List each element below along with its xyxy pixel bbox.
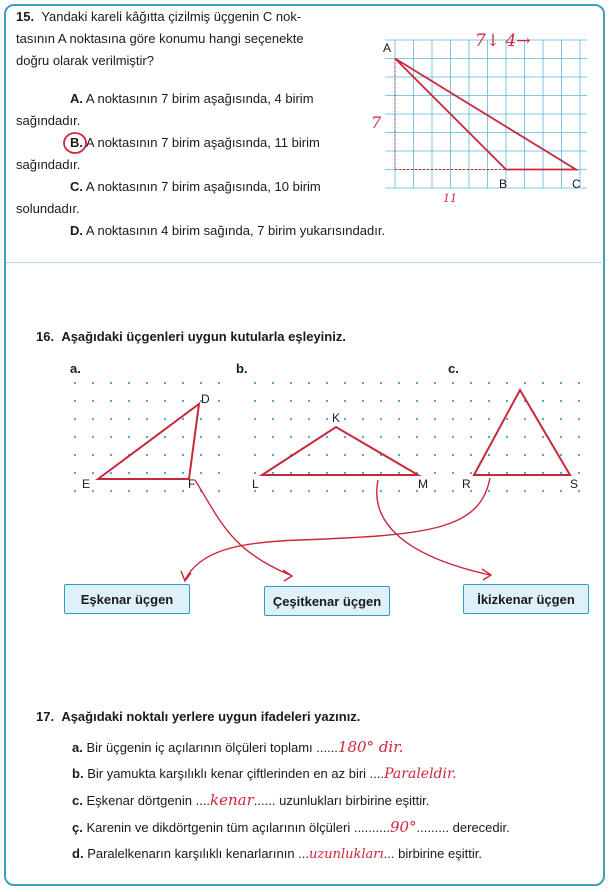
option-text: sağındadır. [16, 157, 81, 172]
item-letter: d. [72, 846, 84, 861]
item-text: Bir yamukta karşılıklı kenar çiftlerinden en az biri .... [87, 766, 385, 781]
vertex-label-f: F [188, 477, 196, 491]
handwritten-answer: uzunlukları [309, 847, 384, 862]
q16-stem-text: Aşağıdaki üçgenleri uygun kutularla eşleyiniz. [61, 329, 346, 344]
match-arrow-b [377, 480, 490, 575]
vertex-label-d: D [201, 392, 210, 406]
q15-stem-line: tasının A noktasına göre konumu hangi seçenekte [16, 31, 304, 46]
q16-stem [36, 326, 346, 348]
q16-figures [0, 370, 611, 610]
item-text: ......... derecedir. [416, 820, 510, 835]
item-letter: b. [72, 766, 84, 781]
q15-stem-line: Yandaki kareli kâğıtta çizilmiş üçgenin C nok- [41, 9, 302, 24]
q17-stem [36, 706, 360, 728]
fill-item-a[interactable] [72, 734, 592, 761]
vertex-label-m: M [418, 477, 428, 491]
q15-option-c[interactable] [16, 176, 366, 220]
item-text: ... birbirine eşittir. [383, 846, 482, 861]
vertex-label-e: E [82, 477, 91, 491]
vertex-label-b: B [499, 177, 508, 191]
vertex-label-k: K [332, 411, 341, 425]
dot-grid-c [450, 382, 590, 494]
part-label-b: b. [236, 361, 248, 376]
item-text: Bir üçgenin iç açılarının ölçüleri toplamı ...... [86, 740, 338, 755]
dot-grid-b [240, 382, 440, 494]
box-cesitkenar[interactable]: Çeşitkenar üçgen [264, 586, 390, 616]
box-ikizkenar[interactable]: İkizkenar üçgen [463, 584, 589, 614]
q17-items [72, 734, 592, 868]
option-text: A noktasının 7 birim aşağısında, 11 birim [85, 135, 320, 150]
handwritten-answer: kenar [210, 791, 254, 809]
q15-option-b[interactable] [16, 132, 366, 176]
item-letter: ç. [72, 820, 83, 835]
option-text: A noktasının 4 birim sağında, 7 birim yukarısındadır. [85, 223, 386, 238]
box-eskenar[interactable]: Eşkenar üçgen [64, 584, 190, 614]
fill-item-b[interactable] [72, 761, 592, 787]
match-arrow-a [195, 480, 290, 575]
q15-stem [16, 6, 366, 72]
vertex-label-l: L [252, 477, 259, 491]
hand-note-left: 7 [371, 113, 382, 132]
q17-number: 17. [36, 709, 55, 724]
q15-option-a[interactable] [16, 88, 366, 132]
handwritten-answer: 90° [389, 818, 417, 836]
vertex-label-s: S [570, 477, 579, 491]
q15-option-d[interactable] [16, 220, 386, 242]
item-letter: a. [72, 740, 83, 755]
q15-options [16, 88, 386, 242]
vertex-label-r: R [462, 477, 471, 491]
vertex-label-c: C [572, 177, 581, 191]
item-text: Paralelkenarın karşılıklı kenarlarının ... [87, 846, 310, 861]
item-text: Karenin ve dikdörtgenin tüm açılarının ölçüleri .......... [86, 820, 390, 835]
hand-note-bottom: 11 [443, 192, 457, 205]
option-text: A noktasının 7 birim aşağısında, 10 birim [85, 179, 321, 194]
option-text: solundadır. [16, 201, 80, 216]
option-letter: A. [70, 91, 83, 106]
arrow-head-icon [283, 570, 292, 581]
part-label-c: c. [448, 361, 459, 376]
option-letter: D. [70, 223, 83, 238]
hand-note-top: 7↓ 4→ [475, 31, 531, 51]
fill-item-c-cedilla[interactable] [72, 814, 592, 841]
q16-number: 16. [36, 329, 55, 344]
q17-stem-text: Aşağıdaki noktalı yerlere uygun ifadeleri yazınız. [61, 709, 361, 724]
item-letter: c. [72, 793, 83, 808]
fill-item-c[interactable] [72, 787, 592, 814]
divider [6, 262, 604, 263]
item-text: ...... uzunlukları birbirine eşittir. [253, 793, 430, 808]
q15-number: 15. [16, 9, 35, 24]
q15-stem-line: doğru olarak verilmiştir? [16, 53, 154, 68]
part-label-a: a. [70, 361, 81, 376]
option-letter: C. [70, 179, 83, 194]
vertex-label-a: A [383, 41, 392, 55]
fill-item-d[interactable] [72, 841, 592, 868]
answer-circle-mark [62, 131, 90, 155]
handwritten-answer: 180° dir. [337, 738, 404, 756]
option-letter: B. [70, 135, 83, 150]
option-text: sağındadır. [16, 113, 81, 128]
option-text: A noktasının 7 birim aşağısında, 4 birim [85, 91, 314, 106]
q15-grid-figure [365, 20, 597, 210]
handwritten-answer: Paraleldir. [384, 766, 457, 782]
item-text: Eşkenar dörtgenin .... [86, 793, 211, 808]
